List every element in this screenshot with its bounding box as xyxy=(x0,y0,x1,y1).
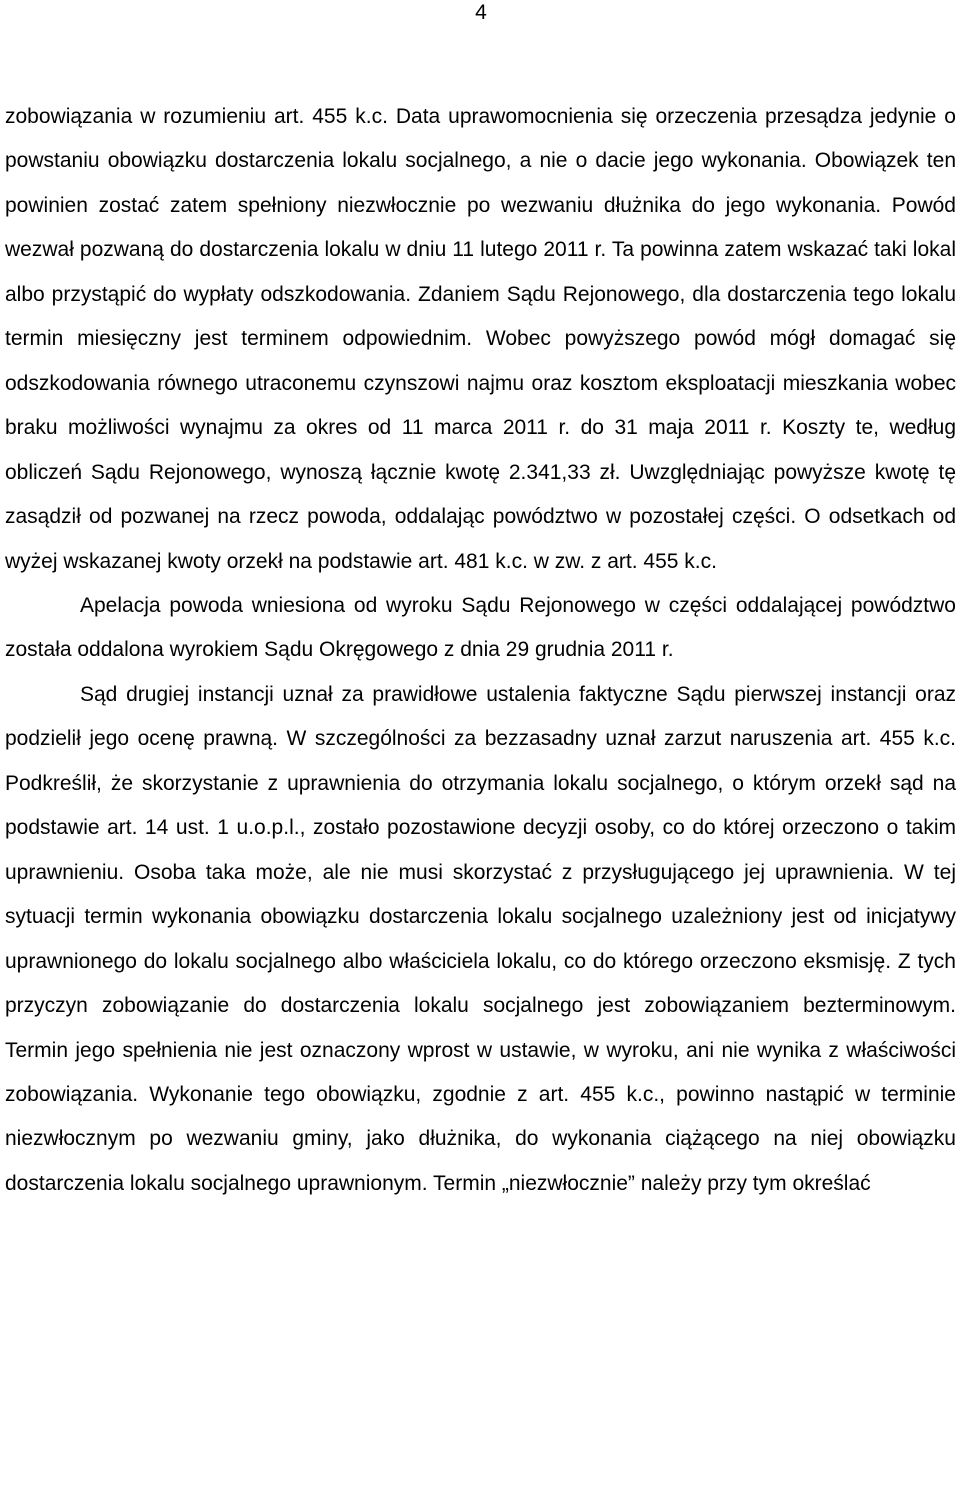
page-number xyxy=(0,0,960,26)
paragraph-continuation: zobowiązania w rozumieniu art. 455 k.c. Data uprawomocnienia się orzeczenia przesądza jedynie o powstaniu obowiązku dostarczenia lokalu socjalnego, a nie o dacie jego wykonania. Obowiązek ten powinien zostać zatem spełniony niezwłocznie po wezwaniu dłużnika do jego wykonania. Powód wezwał pozwaną do dostarczenia lokalu w dniu 11 lutego 2011 r. Ta powinna zatem wskazać taki lokal albo przystąpić do wypłaty odszkodowania. Zdaniem Sądu Rejonowego, dla dostarczenia tego lokalu termin miesięczny jest terminem odpowiednim. Wobec powyższego powód mógł domagać się odszkodowania równego utraconemu czynszowi najmu oraz kosztom eksploatacji mieszkania wobec braku możliwości wynajmu za okres od 11 marca 2011 r. do 31 maja 2011 r. Koszty te, według obliczeń Sądu Rejonowego, wynoszą łącznie kwotę 2.341,33 zł. Uwzględniając powyższe kwotę tę zasądził od pozwanej na rzecz powoda, oddalając powództwo w pozostałej części. O odsetkach od wyżej wskazanej kwoty orzekł na podstawie art. 481 k.c. w zw. z art. 455 k.c. xyxy=(5,105,956,573)
document-body xyxy=(5,95,956,1206)
paragraph-appeal: Apelacja powoda wniesiona od wyroku Sądu Rejonowego w części oddalającej powództwo została oddalona wyrokiem Sądu Okręgowego z dnia 29 grudnia 2011 r. xyxy=(5,593,956,662)
page-number-text: 4 xyxy=(475,1,487,24)
paragraph-second-instance: Sąd drugiej instancji uznał za prawidłowe ustalenia faktyczne Sądu pierwszej instancji oraz podzielił jego ocenę prawną. W szczególności za bezzasadny uznał zarzut naruszenia art. 455 k.c. Podkreślił, że skorzystanie z uprawnienia do otrzymania lokalu socjalnego, o którym orzekł sąd na podstawie art. 14 ust. 1 u.o.p.l., zostało pozostawione decyzji osoby, co do której orzeczono o takim uprawnieniu. Osoba taka może, ale nie musi skorzystać z przysługującego jej uprawnienia. W tej sytuacji termin wykonania obowiązku dostarczenia lokalu socjalnego uzależniony jest od inicjatywy uprawnionego do lokalu socjalnego albo właściciela lokalu, co do którego orzeczono eksmisję. Z tych przyczyn zobowiązanie do dostarczenia lokalu socjalnego jest zobowiązaniem bezterminowym. Termin jego spełnienia nie jest oznaczony wprost w ustawie, w wyroku, ani nie wynika z właściwości zobowiązania. Wykonanie tego obowiązku, zgodnie z art. 455 k.c., powinno nastąpić w terminie niezwłocznym po wezwaniu gminy, jako dłużnika, do wykonania ciążącego na niej obowiązku dostarczenia lokalu socjalnego uprawnionym. Termin „niezwłocznie” należy przy tym określać xyxy=(5,682,956,1195)
